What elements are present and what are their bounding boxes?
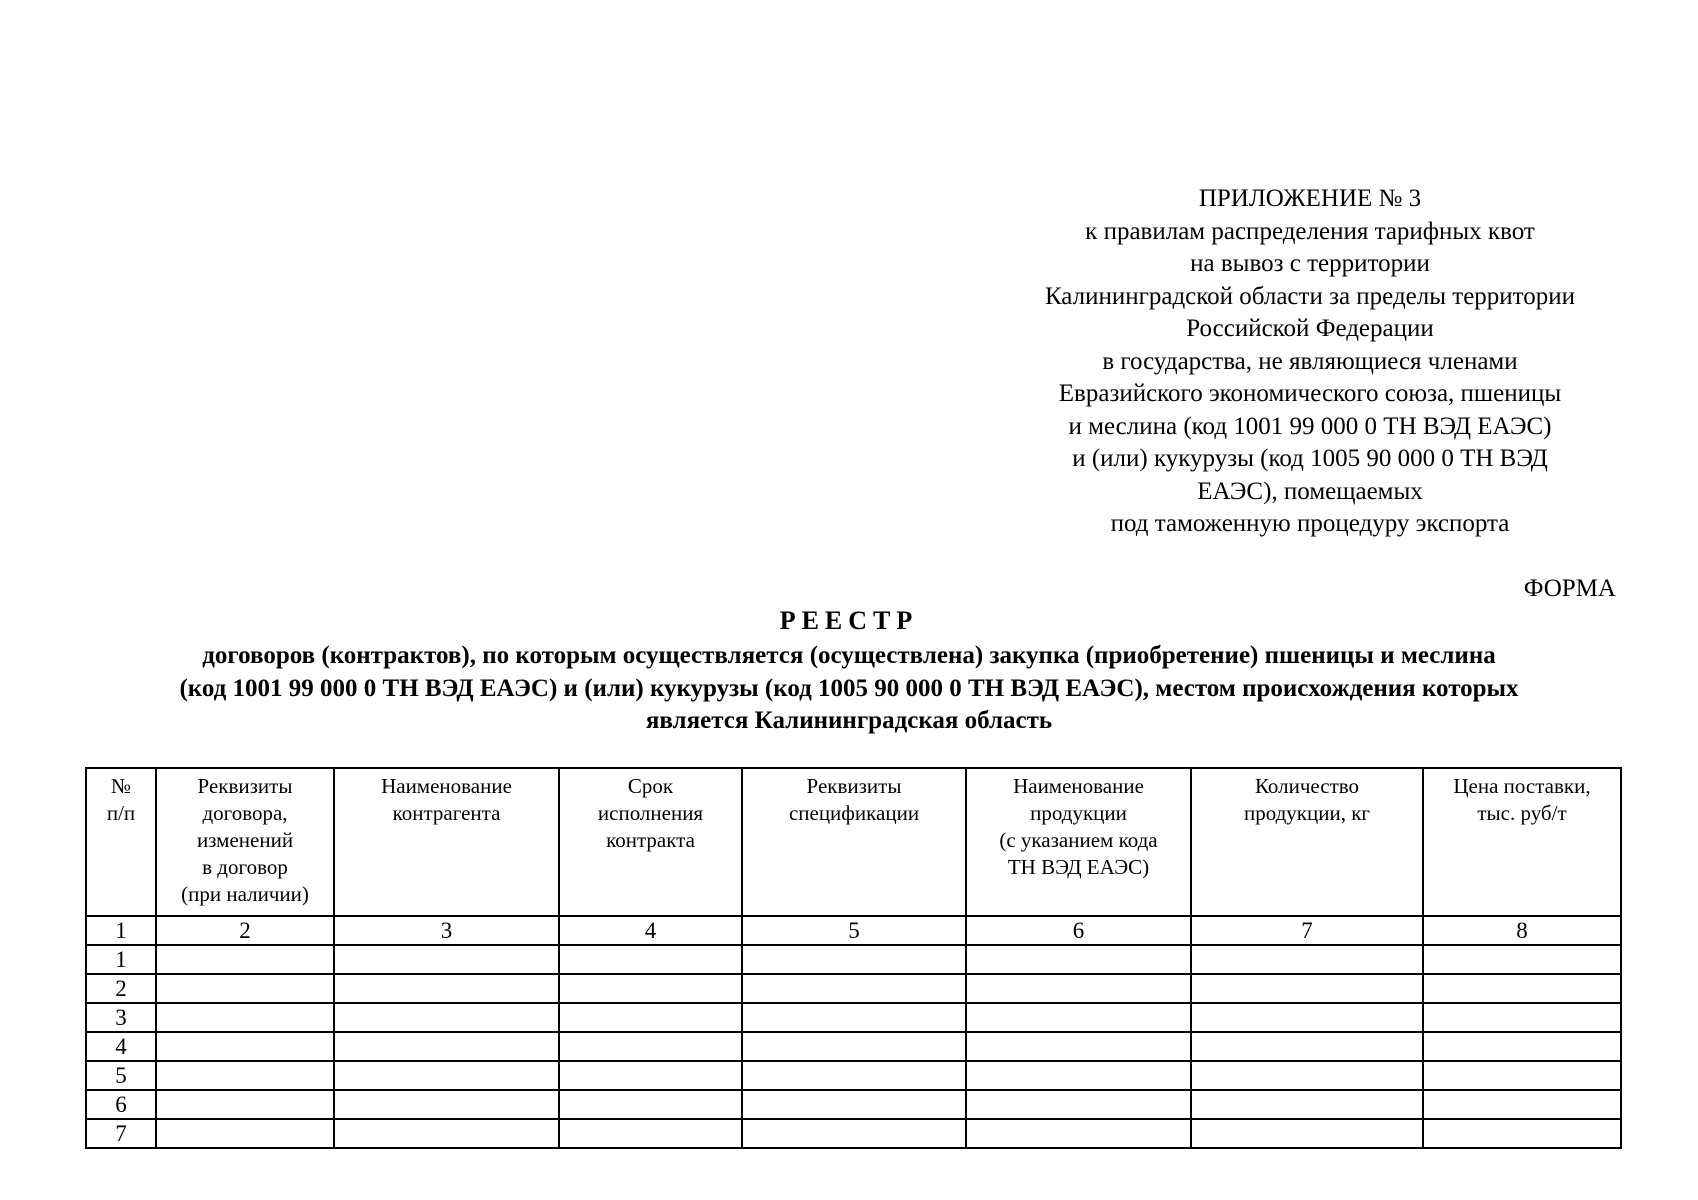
table-cell — [156, 1090, 334, 1119]
table-body — [86, 945, 1621, 1148]
table-cell — [966, 1032, 1191, 1061]
table-cell — [1191, 945, 1423, 974]
appendix-line: на вывоз с территории — [1190, 250, 1430, 277]
table-cell — [334, 1003, 559, 1032]
table-cell — [559, 1003, 742, 1032]
row-number-cell: 3 — [86, 1003, 156, 1032]
table-cell — [966, 1003, 1191, 1032]
table-cell — [742, 1119, 966, 1148]
table-row — [86, 945, 1621, 974]
table-row — [86, 1090, 1621, 1119]
table-cell — [334, 974, 559, 1003]
row-number-cell: 6 — [86, 1090, 156, 1119]
column-number-cell: 6 — [966, 916, 1191, 945]
table-cell — [1423, 1032, 1621, 1061]
column-number-cell: 8 — [1423, 916, 1621, 945]
table-cell — [1191, 1003, 1423, 1032]
table-cell — [742, 1061, 966, 1090]
table-cell — [156, 974, 334, 1003]
column-number-cell: 2 — [156, 916, 334, 945]
table-cell — [742, 1032, 966, 1061]
appendix-line: Российской Федерации — [1186, 315, 1434, 342]
table-cell — [1191, 974, 1423, 1003]
header-row — [86, 768, 1621, 916]
table-cell — [559, 1119, 742, 1148]
header-cell-quantity: Количество продукции, кг — [1191, 768, 1423, 916]
column-number-cell: 7 — [1191, 916, 1423, 945]
table-cell — [559, 1032, 742, 1061]
table-cell — [559, 1061, 742, 1090]
row-number-cell: 4 — [86, 1032, 156, 1061]
row-number-cell: 1 — [86, 945, 156, 974]
column-number-row — [86, 916, 1621, 945]
document-subtitle — [70, 640, 1628, 738]
header-cell-price: Цена поставки, тыс. руб/т — [1423, 768, 1621, 916]
table-row — [86, 1061, 1621, 1090]
form-label: ФОРМА — [1523, 575, 1616, 602]
appendix-line: ПРИЛОЖЕНИЕ № 3 — [1198, 185, 1422, 212]
table-cell — [156, 945, 334, 974]
table-cell — [1423, 1003, 1621, 1032]
header-cell-specification: Реквизиты спецификации — [742, 768, 966, 916]
table-cell — [1191, 1061, 1423, 1090]
table-cell — [1191, 1032, 1423, 1061]
table-cell — [742, 945, 966, 974]
table-cell — [966, 1119, 1191, 1148]
table-cell — [742, 1090, 966, 1119]
table-cell — [742, 1003, 966, 1032]
table-cell — [966, 945, 1191, 974]
table-cell — [334, 1090, 559, 1119]
column-number-cell: 3 — [334, 916, 559, 945]
appendix-line: Калининградской области за пределы территории — [1044, 282, 1576, 310]
table-cell — [156, 1061, 334, 1090]
table-cell — [559, 1090, 742, 1119]
appendix-line: под таможенную процедуру экспорта — [1110, 510, 1510, 537]
header-cell-product-name: Наименование продукции (с указанием кода ТН ВЭД ЕАЭС) — [966, 768, 1191, 916]
appendix-line: ЕАЭС), помещаемых — [1197, 477, 1423, 505]
table-cell — [559, 974, 742, 1003]
appendix-line: к правилам распределения тарифных квот — [1085, 217, 1535, 245]
appendix-line: и (или) кукурузы (код 1005 90 000 0 ТН ВЭД — [1072, 445, 1548, 472]
table-cell — [156, 1003, 334, 1032]
registry-table — [85, 767, 1622, 1149]
subtitle-line: (код 1001 99 000 0 ТН ВЭД ЕАЭС) и (или) кукурузы (код 1005 90 000 0 ТН ВЭД ЕАЭС), местом происхождения которых — [179, 674, 1519, 702]
table-cell — [966, 974, 1191, 1003]
table-cell — [742, 974, 966, 1003]
table-cell — [966, 1061, 1191, 1090]
column-number-cell: 5 — [742, 916, 966, 945]
subtitle-line: договоров (контрактов), по которым осуществляется (осуществлена) закупка (приобретение) пшеницы и меслина — [202, 642, 1496, 669]
table-cell — [1191, 1090, 1423, 1119]
table-cell — [156, 1032, 334, 1061]
table-cell — [559, 945, 742, 974]
column-number-cell: 1 — [86, 916, 156, 945]
table-cell — [156, 1119, 334, 1148]
appendix-line: Евразийского экономического союза, пшеницы — [1058, 380, 1562, 407]
table-cell — [966, 1090, 1191, 1119]
column-number-cell: 4 — [559, 916, 742, 945]
table-cell — [334, 1061, 559, 1090]
header-cell-number: № п/п — [86, 768, 156, 916]
table-cell — [1423, 1090, 1621, 1119]
subtitle-line: является Калининградская область — [645, 707, 1053, 734]
header-cell-counterparty: Наименование контрагента — [334, 768, 559, 916]
appendix-line: и меслина (код 1001 99 000 0 ТН ВЭД ЕАЭС) — [1068, 412, 1552, 440]
table-cell — [1423, 974, 1621, 1003]
table-row — [86, 1032, 1621, 1061]
appendix-block — [990, 183, 1630, 541]
header-cell-contract-details: Реквизиты договора, изменений в договор (при наличии) — [156, 768, 334, 916]
table-cell — [1423, 1119, 1621, 1148]
table-cell — [334, 945, 559, 974]
table-cell — [334, 1119, 559, 1148]
table-cell — [1423, 1061, 1621, 1090]
table-cell — [1423, 945, 1621, 974]
table-row — [86, 974, 1621, 1003]
row-number-cell: 7 — [86, 1119, 156, 1148]
document-title: РЕЕСТР — [779, 606, 919, 635]
table-row — [86, 1119, 1621, 1148]
table-cell — [1191, 1119, 1423, 1148]
table-row — [86, 1003, 1621, 1032]
row-number-cell: 5 — [86, 1061, 156, 1090]
appendix-line: в государства, не являющиеся членами — [1102, 347, 1518, 375]
row-number-cell: 2 — [86, 974, 156, 1003]
header-cell-term: Срок исполнения контракта — [559, 768, 742, 916]
table-cell — [334, 1032, 559, 1061]
